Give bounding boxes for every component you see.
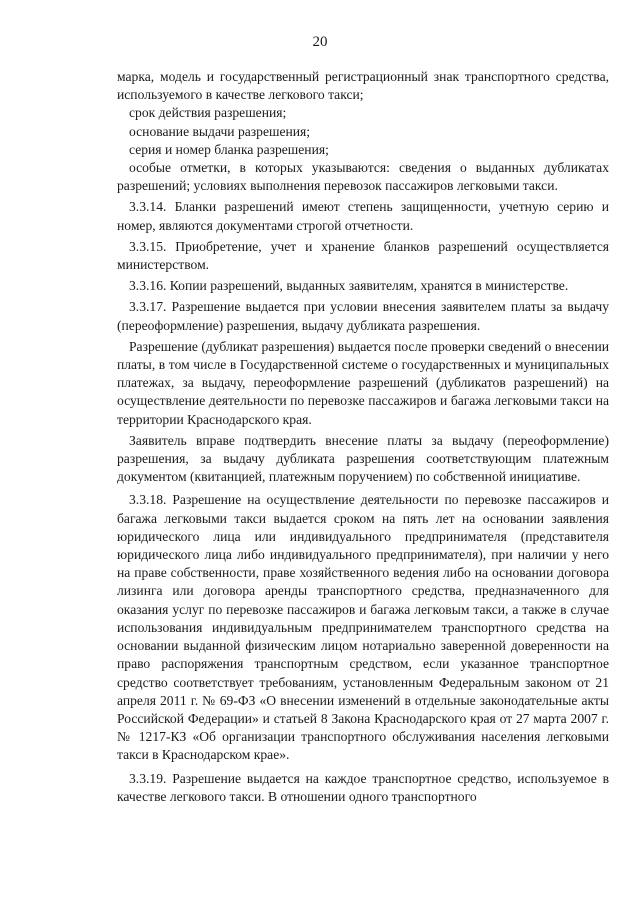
document-body (117, 68, 609, 806)
list-item-basis: основание выдачи разрешения; (129, 123, 311, 139)
paragraph-3-3-18: 3.3.18. Разрешение на осуществление деятельности по перевозке пассажиров и багажа легковыми такси выдается сроком на пять лет на основании заявления юридического лица или индивидуального предпринимателя (представителя юридического лица либо индивидуального предпринимателя), при наличии у него на праве собственности, праве хозяйственного ведения либо на основании договора лизинга или договора аренды транспортного средства, предназначенного для оказания услуг по перевозке пассажиров и багажа легковым такси, а также в случае использования индивидуальным предпринимателем транспортного средства на основании выданной физическим лицом нотариально заверенной доверенности на право распоряжения транспортным средством, если указанное транспортное средство соответствует требованиям, установленным Федеральным законом от 21 апреля 2011 г. № 69-ФЗ «О внесении изменений в отдельные законодательные акты Российской Федерации» и статьей 8 Закона Краснодарского края от 27 марта 2007 г. № 1217-КЗ «Об организации транспортного обслуживания населения легковыми такси в Краснодарском крае». (117, 492, 609, 763)
paragraph-payment-confirmation: Заявитель вправе подтвердить внесение платы за выдачу (переоформление) разрешения, за выдачу дубликата разрешения соответствующим платежным документом (квитанцией, платежным поручением) по собственной инициативе. (117, 432, 609, 485)
paragraph-continuation: марка, модель и государственный регистрационный знак транспортного средства, используемого в качестве легкового такси; (117, 69, 609, 103)
paragraph-3-3-15: 3.3.15. Приобретение, учет и хранение бланков разрешений осуществляется министерством. (117, 238, 609, 273)
list-item-series-number: серия и номер бланка разрешения; (129, 141, 329, 157)
page-number: 20 (312, 34, 328, 50)
paragraph-3-3-16: 3.3.16. Копии разрешений, выданных заявителям, хранятся в министерстве. (129, 278, 569, 294)
list-item-validity: срок действия разрешения; (129, 105, 287, 121)
paragraph-3-3-14: 3.3.14. Бланки разрешений имеют степень защищенности, учетную серию и номер, являются документами строгой отчетности. (117, 199, 609, 233)
list-item-special-marks: особые отметки, в которых указываются: сведения о выданных дубликатах разрешений; условиях выполнения перевозок пассажиров легковыми такси. (117, 160, 609, 194)
paragraph-duplicate-issue: Разрешение (дубликат разрешения) выдается после проверки сведений о внесении платы, в том числе в Государственной системе о государственных и муниципальных платежах, за выдачу, переоформление разрешений (дубликатов разрешений) на осуществление деятельности по перевозке пассажиров и багажа легковыми такси на территории Краснодарского края. (117, 338, 609, 427)
paragraph-3-3-17: 3.3.17. Разрешение выдается при условии внесения заявителем платы за выдачу (переоформление) разрешения, выдачу дубликата разрешения. (117, 299, 609, 333)
paragraph-3-3-19: 3.3.19. Разрешение выдается на каждое транспортное средство, используемое в качестве легкового такси. В отношении одного транспортного (117, 770, 609, 804)
